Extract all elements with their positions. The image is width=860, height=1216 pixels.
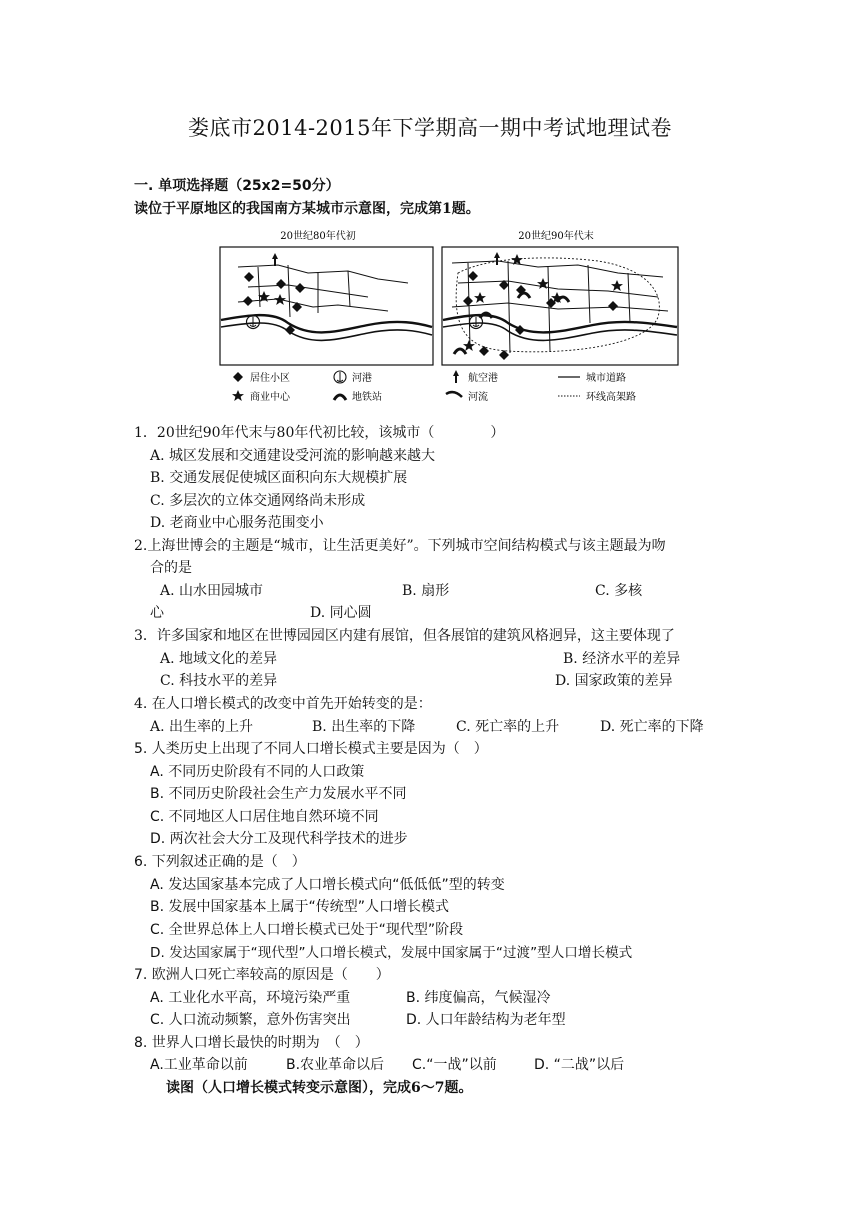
map-1990s: [442, 247, 678, 365]
question-3-option-b: B. 经济水平的差异: [563, 651, 681, 667]
map-legend: [232, 370, 636, 403]
page-title: 娄底市2014-2015年下学期高一期中考试地理试卷: [188, 116, 672, 140]
river-line-icon: [446, 392, 462, 397]
question-8-option-c: C.“一战”以前: [412, 1057, 497, 1073]
question-8-stem: 8. 世界人口增长最快的时期为 （ ）: [134, 1035, 369, 1051]
legend-label: 居住小区: [250, 373, 290, 384]
question-8-option-a: A.工业革命以前: [150, 1057, 248, 1073]
question-5-option-a: A. 不同历史阶段有不同的人口政策: [150, 764, 365, 780]
question-1-option-c: C. 多层次的立体交通网络尚未形成: [150, 493, 366, 509]
question-intro: 读位于平原地区的我国南方某城市示意图，完成第1题。: [134, 201, 480, 217]
question-4-option-d: D. 死亡率的下降: [600, 719, 704, 735]
question-5-stem: 5. 人类历史上出现了不同人口增长模式主要是因为（ ）: [134, 741, 488, 757]
question-4-option-c: C. 死亡率的上升: [456, 719, 560, 735]
question-5-option-d: D. 两次社会大分工及现代科学技术的进步: [150, 831, 408, 847]
question-1-option-b: B. 交通发展促使城区面积向东大规模扩展: [150, 470, 408, 486]
question-2-option-b: B. 扇形: [402, 583, 450, 599]
legend-label: 商业中心: [250, 392, 290, 403]
legend-label: 河流: [468, 392, 488, 403]
question-3-option-c: C. 科技水平的差异: [160, 673, 278, 689]
question-7-option-a: A. 工业化水平高，环境污染严重: [150, 990, 351, 1006]
question-8-option-b: B.农业革命以后: [286, 1057, 385, 1073]
section-heading: 一. 单项选择题（25x2=50分）: [134, 178, 340, 194]
question-1-option-d: D. 老商业中心服务范围变小: [150, 515, 324, 531]
question-3-option-d: D. 国家政策的差异: [555, 673, 673, 689]
question-6-option-a: A. 发达国家基本完成了人口增长模式向“低低低”型的转变: [150, 877, 505, 893]
question-1-option-a: A. 城区发展和交通建设受河流的影响越来越大: [150, 448, 436, 464]
question-7-stem: 7. 欧洲人口死亡率较高的原因是（ ）: [134, 967, 390, 983]
question-2-option-c: C. 多核: [595, 583, 643, 599]
question-intro-2: 读图（人口增长模式转变示意图），完成6～7题。: [166, 1080, 473, 1096]
left-map-caption: 20世纪80年代初: [280, 231, 356, 242]
question-6-stem: 6. 下列叙述正确的是（ ）: [134, 854, 306, 870]
arrow-up-icon: [453, 370, 459, 383]
question-6-option-c: C. 全世界总体上人口增长模式已处于“现代型”阶段: [150, 922, 464, 938]
map-1980s: [220, 247, 433, 365]
city-map-figure: [218, 227, 682, 409]
question-7-option-b: B. 纬度偏高，气候湿冷: [406, 990, 551, 1006]
legend-label: 航空港: [468, 373, 498, 384]
question-2-option-a: A. 山水田园城市: [160, 583, 264, 599]
legend-label: 环线高架路: [586, 392, 636, 403]
anchor-icon: [334, 371, 346, 383]
question-2-option-d: D. 同心圆: [310, 605, 372, 621]
star-icon: [232, 390, 244, 401]
question-1-stem: 1．20世纪90年代末与80年代初比较，该城市（ ）: [134, 425, 505, 441]
question-4-stem: 4. 在人口增长模式的改变中首先开始转变的是：: [134, 696, 432, 712]
question-3-stem: 3．许多国家和地区在世博园园区内建有展馆，但各展馆的建筑风格迥异，这主要体现了: [134, 628, 675, 644]
question-2-option-c-cont: 心: [150, 605, 164, 621]
question-4-option-b: B. 出生率的下降: [312, 719, 416, 735]
legend-label: 河港: [352, 373, 372, 384]
question-3-option-a: A. 地域文化的差异: [160, 651, 278, 667]
question-7-option-c: C. 人口流动频繁，意外伤害突出: [150, 1012, 351, 1028]
question-2-stem-cont: 合的是: [150, 560, 192, 576]
legend-label: 城市道路: [586, 373, 626, 384]
right-map-caption: 20世纪90年代末: [518, 231, 594, 242]
question-4-option-a: A. 出生率的上升: [150, 719, 254, 735]
question-8-option-d: D. “二战”以后: [534, 1057, 625, 1073]
question-2-stem: 2.上海世博会的主题是“城市，让生活更美好”。下列城市空间结构模式与该主题最为吻: [134, 538, 666, 554]
question-5-option-c: C. 不同地区人口居住地自然环境不同: [150, 809, 379, 825]
question-5-option-b: B. 不同历史阶段社会生产力发展水平不同: [150, 786, 407, 802]
arch-icon: [334, 395, 346, 400]
diamond-icon: [233, 372, 243, 382]
question-7-option-d: D. 人口年龄结构为老年型: [406, 1012, 566, 1028]
legend-label: 地铁站: [352, 392, 382, 403]
question-6-option-b: B. 发展中国家基本上属于“传统型”人口增长模式: [150, 899, 450, 915]
question-6-option-d: D. 发达国家属于“现代型”人口增长模式，发展中国家属于“过渡”型人口增长模式: [150, 945, 633, 961]
